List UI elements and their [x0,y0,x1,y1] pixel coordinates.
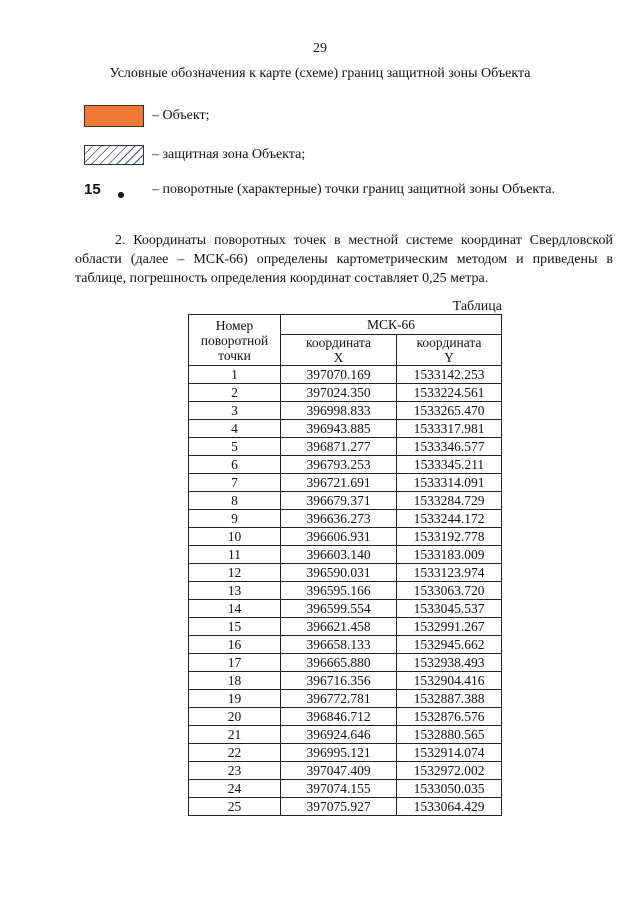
header-coordinate-system: МСК-66 [281,315,502,335]
x-coordinate-cell: 396603.140 [281,546,397,564]
table-row [189,474,502,492]
header-x: координата X [281,335,397,366]
y-coordinate-cell: 1533284.729 [397,492,502,510]
point-number-cell: 23 [189,762,281,780]
table-caption: Таблица [452,299,502,314]
point-number-cell: 6 [189,456,281,474]
point-number-cell: 18 [189,672,281,690]
y-coordinate-cell: 1532887.388 [397,690,502,708]
x-coordinate-cell: 396679.371 [281,492,397,510]
y-coordinate-cell: 1532938.493 [397,654,502,672]
y-coordinate-cell: 1533244.172 [397,510,502,528]
x-coordinate-cell: 396595.166 [281,582,397,600]
x-coordinate-cell: 396716.356 [281,672,397,690]
coordinates-table [188,314,502,816]
point-number-cell: 25 [189,798,281,816]
point-number-cell: 21 [189,726,281,744]
y-coordinate-cell: 1532904.416 [397,672,502,690]
table-row [189,654,502,672]
x-coordinate-cell: 396721.691 [281,474,397,492]
point-number-cell: 9 [189,510,281,528]
legend-item-protection-zone [84,143,305,167]
y-coordinate-cell: 1532914.074 [397,744,502,762]
x-coordinate-cell: 396995.121 [281,744,397,762]
x-coordinate-cell: 397047.409 [281,762,397,780]
point-number-cell: 11 [189,546,281,564]
table-row [189,546,502,564]
table-row [189,582,502,600]
hatched-zone-swatch-icon [84,145,144,165]
y-coordinate-cell: 1533224.561 [397,384,502,402]
point-dot-icon [118,192,124,198]
legend-item-turning-points [84,178,555,202]
x-coordinate-cell: 396606.931 [281,528,397,546]
point-number-cell: 3 [189,402,281,420]
table-row [189,708,502,726]
table-row [189,690,502,708]
point-number-cell: 14 [189,600,281,618]
table-row [189,636,502,654]
legend-item-label: – Объект; [152,108,210,123]
x-coordinate-cell: 396924.646 [281,726,397,744]
y-coordinate-cell: 1533064.429 [397,798,502,816]
x-coordinate-cell: 396871.277 [281,438,397,456]
x-coordinate-cell: 396793.253 [281,456,397,474]
point-number-cell: 1 [189,366,281,384]
x-coordinate-cell: 396846.712 [281,708,397,726]
header-point-number: Номер поворотной точки [189,315,281,366]
table-row [189,744,502,762]
object-swatch-icon [84,105,144,127]
y-coordinate-cell: 1533063.720 [397,582,502,600]
table-row [189,798,502,816]
point-number-cell: 2 [189,384,281,402]
table-row [189,600,502,618]
x-coordinate-cell: 396998.833 [281,402,397,420]
y-coordinate-cell: 1532876.576 [397,708,502,726]
header-y: координата Y [397,335,502,366]
point-number-cell: 20 [189,708,281,726]
table-row [189,780,502,798]
point-number-cell: 10 [189,528,281,546]
y-coordinate-cell: 1532972.002 [397,762,502,780]
point-number-cell: 7 [189,474,281,492]
y-coordinate-cell: 1533314.091 [397,474,502,492]
y-coordinate-cell: 1533045.537 [397,600,502,618]
table-row [189,438,502,456]
table-row [189,510,502,528]
point-number-cell: 5 [189,438,281,456]
table-row [189,618,502,636]
x-coordinate-cell: 396658.133 [281,636,397,654]
x-coordinate-cell: 396599.554 [281,600,397,618]
legend-item-label: – защитная зона Объекта; [152,147,306,162]
y-coordinate-cell: 1532991.267 [397,618,502,636]
page-number: 29 [313,41,327,56]
x-coordinate-cell: 397024.350 [281,384,397,402]
x-coordinate-cell: 397074.155 [281,780,397,798]
x-coordinate-cell: 397075.927 [281,798,397,816]
y-coordinate-cell: 1533345.211 [397,456,502,474]
y-coordinate-cell: 1533142.253 [397,366,502,384]
x-coordinate-cell: 396943.885 [281,420,397,438]
table-row [189,402,502,420]
point-number-cell: 22 [189,744,281,762]
table-row [189,672,502,690]
table-row [189,492,502,510]
point-number-cell: 17 [189,654,281,672]
x-coordinate-cell: 396590.031 [281,564,397,582]
x-coordinate-cell: 396621.458 [281,618,397,636]
table-row [189,564,502,582]
y-coordinate-cell: 1532945.662 [397,636,502,654]
x-coordinate-cell: 396665.880 [281,654,397,672]
y-coordinate-cell: 1533317.981 [397,420,502,438]
table-row [189,366,502,384]
table-row [189,420,502,438]
x-coordinate-cell: 396772.781 [281,690,397,708]
point-number-cell: 15 [189,618,281,636]
point-number-cell: 16 [189,636,281,654]
legend-title: Условные обозначения к карте (схеме) границ защитной зоны Объекта [109,66,531,81]
x-coordinate-cell: 397070.169 [281,366,397,384]
y-coordinate-cell: 1533050.035 [397,780,502,798]
y-coordinate-cell: 1533346.577 [397,438,502,456]
point-marker-icon [84,179,144,201]
point-number-cell: 24 [189,780,281,798]
table-row [189,384,502,402]
legend-item-object [84,104,209,128]
legend-item-label: – поворотные (характерные) точки границ защитной зоны Объекта. [152,182,555,197]
point-marker-label: 15 [84,181,101,198]
point-number-cell: 8 [189,492,281,510]
y-coordinate-cell: 1533265.470 [397,402,502,420]
table-row [189,726,502,744]
point-number-cell: 12 [189,564,281,582]
y-coordinate-cell: 1533183.009 [397,546,502,564]
table-row [189,528,502,546]
y-coordinate-cell: 1533192.778 [397,528,502,546]
table-row [189,456,502,474]
y-coordinate-cell: 1533123.974 [397,564,502,582]
point-number-cell: 4 [189,420,281,438]
point-number-cell: 13 [189,582,281,600]
coordinates-paragraph: 2. Координаты поворотных точек в местной системе координат Свердловской области (далее – МСК-66) определены картометрическим методом и приведены в таблице, погрешность определения координат составляет 0,25 метра. [75,233,613,286]
x-coordinate-cell: 396636.273 [281,510,397,528]
y-coordinate-cell: 1532880.565 [397,726,502,744]
point-number-cell: 19 [189,690,281,708]
table-row [189,762,502,780]
